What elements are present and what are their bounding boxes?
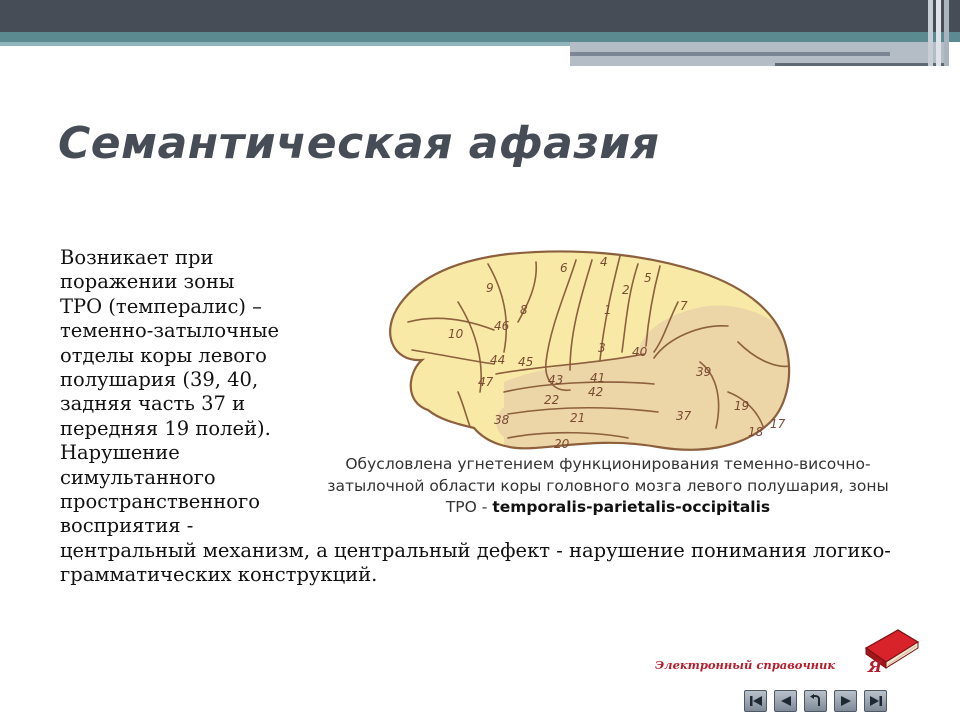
brain-area-label: 39 bbox=[696, 365, 712, 379]
figure-caption bbox=[316, 454, 900, 519]
brain-area-label: 19 bbox=[734, 399, 750, 413]
header-bar bbox=[0, 0, 960, 32]
header-accent-line bbox=[0, 42, 570, 46]
brain-area-label: 5 bbox=[644, 271, 652, 285]
brain-area-label: 21 bbox=[570, 411, 586, 425]
slide-navigation bbox=[744, 690, 887, 712]
brain-area-label: 38 bbox=[494, 413, 510, 427]
brain-area-label: 6 bbox=[560, 261, 568, 275]
body-paragraph: Возникает при поражении зоны ТРО (темпералис) – теменно-затылочные отделы коры левого полушария (39, 40, задняя часть 37 и передняя 19 полей). Нарушение симультанного пространственного восприятия - центральный механизм, а центральный дефект - нарушение понимания логико-грамматических конструкций. bbox=[60, 246, 891, 587]
brain-area-label: 20 bbox=[554, 437, 570, 451]
previous-slide-icon[interactable] bbox=[774, 690, 797, 712]
brain-area-label: 40 bbox=[632, 345, 648, 359]
brain-area-label: 7 bbox=[680, 299, 688, 313]
header-divider-line bbox=[570, 52, 890, 56]
slide-title: Семантическая афазия bbox=[58, 118, 660, 169]
brain-area-label: 44 bbox=[490, 353, 506, 367]
next-slide-icon[interactable] bbox=[834, 690, 857, 712]
brain-area-label: 41 bbox=[590, 371, 606, 385]
brain-area-label: 1 bbox=[604, 303, 612, 317]
return-icon[interactable] bbox=[804, 690, 827, 712]
brain-area-label: 8 bbox=[520, 303, 528, 317]
caption-term: temporalis-parietalis-occipitalis bbox=[492, 498, 771, 516]
brain-area-label: 46 bbox=[494, 319, 510, 333]
brain-area-label: 3 bbox=[598, 341, 606, 355]
brain-area-label: 42 bbox=[588, 385, 604, 399]
caption-text: Обусловлена угнетением функционирования теменно-височно-затылочной области коры головного мозга левого полушария, зоны ТРО - bbox=[327, 455, 889, 516]
header-accent-band bbox=[0, 32, 960, 42]
brain-area-label: 22 bbox=[544, 393, 560, 407]
brain-area-label: 18 bbox=[748, 425, 764, 439]
corner-decoration bbox=[928, 0, 960, 66]
header-divider-line-short bbox=[775, 63, 945, 66]
brain-area-label: 47 bbox=[478, 375, 494, 389]
brain-figure bbox=[308, 242, 900, 530]
brain-area-label: 4 bbox=[600, 255, 608, 269]
brain-area-label: 37 bbox=[676, 409, 692, 423]
first-slide-icon[interactable] bbox=[744, 690, 767, 712]
brain-area-label: 2 bbox=[622, 283, 630, 297]
brain-area-label: 43 bbox=[548, 373, 564, 387]
brain-area-label: 9 bbox=[486, 281, 494, 295]
electronic-guide-label[interactable]: Электронный справочник bbox=[655, 658, 836, 672]
book-letter: Я bbox=[868, 657, 883, 674]
slide-body bbox=[60, 246, 900, 588]
red-book-icon[interactable] bbox=[862, 624, 920, 674]
brain-area-label: 45 bbox=[518, 355, 534, 369]
brain-diagram bbox=[308, 242, 900, 454]
brain-area-label: 10 bbox=[448, 327, 464, 341]
brain-area-label: 17 bbox=[770, 417, 786, 431]
last-slide-icon[interactable] bbox=[864, 690, 887, 712]
